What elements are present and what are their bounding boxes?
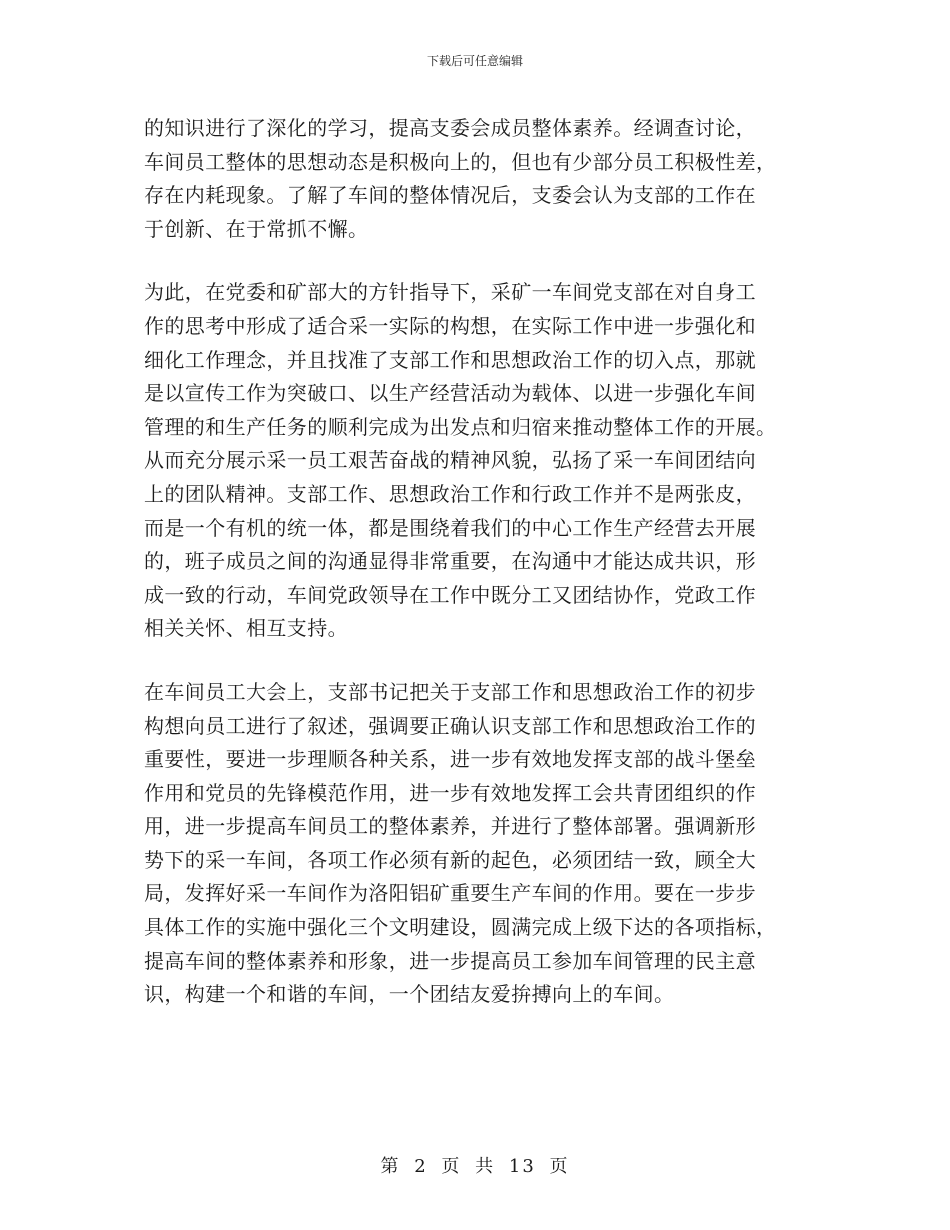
text-line: 作用和党员的先锋模范作用，进一步有效地发挥工会共青团组织的作 [144, 780, 756, 805]
page-label-prefix: 第 [380, 1156, 401, 1177]
text-line: 是以宣传工作为突破口、以生产经营活动为载体、以进一步强化车间 [144, 381, 756, 406]
text-line: 提高车间的整体素养和形象，进一步提高员工参加车间管理的民主意 [144, 948, 756, 973]
text-line: 细化工作理念，并且找准了支部工作和思想政治工作的切入点，那就 [144, 347, 756, 372]
text-line: 作的思考中形成了适合采一实际的构想，在实际工作中进一步强化和 [144, 313, 756, 338]
text-line: 而是一个有机的统一体，都是围绕着我们的中心工作生产经营去开展 [144, 515, 756, 540]
text-line: 车间员工整体的思想动态是积极向上的，但也有少部分员工积极性差， [144, 149, 777, 174]
page-footer [0, 1152, 950, 1178]
text-line: 在车间员工大会上，支部书记把关于支部工作和思想政治工作的初步 [144, 679, 756, 704]
text-line: 管理的和生产任务的顺利完成为出发点和归宿来推动整体工作的开展。 [144, 414, 777, 439]
paragraph-2 [144, 276, 804, 646]
text-line: 成一致的行动，车间党政领导在工作中既分工又团结协作，党政工作 [144, 582, 756, 607]
text-line: 的知识进行了深化的学习，提高支委会成员整体素养。经调查讨论， [144, 116, 756, 140]
text-line: 从而充分展示采一员工艰苦奋战的精神风貌，弘扬了采一车间团结向 [144, 448, 756, 473]
text-line: 存在内耗现象。了解了车间的整体情况后，支委会认为支部的工作在 [144, 183, 756, 208]
text-line: 重要性，要进一步理顺各种关系，进一步有效地发挥支部的战斗堡垒 [144, 747, 756, 772]
text-line: 于创新、在于常抓不懈。 [144, 216, 369, 241]
text-line: 识，构建一个和谐的车间，一个团结友爱拚搏向上的车间。 [144, 982, 675, 1007]
text-line: 的，班子成员之间的沟通显得非常重要，在沟通中才能达成共识，形 [144, 549, 756, 574]
text-line: 势下的采一车间，各项工作必须有新的起色，必须团结一致，顾全大 [144, 847, 756, 872]
page-total: 13 [508, 1156, 536, 1177]
body-text [144, 112, 804, 1042]
paragraph-1 [144, 112, 804, 246]
text-line: 局，发挥好采一车间作为洛阳铝矿重要生产车间的作用。要在一步步 [144, 881, 756, 906]
page-current: 2 [414, 1156, 428, 1177]
page-label-suffix: 页 [549, 1156, 570, 1177]
page-total-prefix: 共 [475, 1156, 496, 1177]
page-label-mid: 页 [441, 1156, 462, 1177]
header-note: 下载后可任意编辑 [426, 54, 523, 68]
paragraph-3 [144, 676, 804, 1012]
text-line: 上的团队精神。支部工作、思想政治工作和行政工作并不是两张皮， [144, 481, 756, 506]
text-line: 相关关怀、相互支持。 [144, 616, 348, 641]
text-line: 具体工作的实施中强化三个文明建设，圆满完成上级下达的各项指标， [144, 915, 777, 940]
text-line: 用，进一步提高车间员工的整体素养，并进行了整体部署。强调新形 [144, 814, 756, 839]
text-line: 为此，在党委和矿部大的方针指导下，采矿一车间党支部在对自身工 [144, 280, 756, 305]
text-line: 构想向员工进行了叙述，强调要正确认识支部工作和思想政治工作的 [144, 713, 756, 738]
